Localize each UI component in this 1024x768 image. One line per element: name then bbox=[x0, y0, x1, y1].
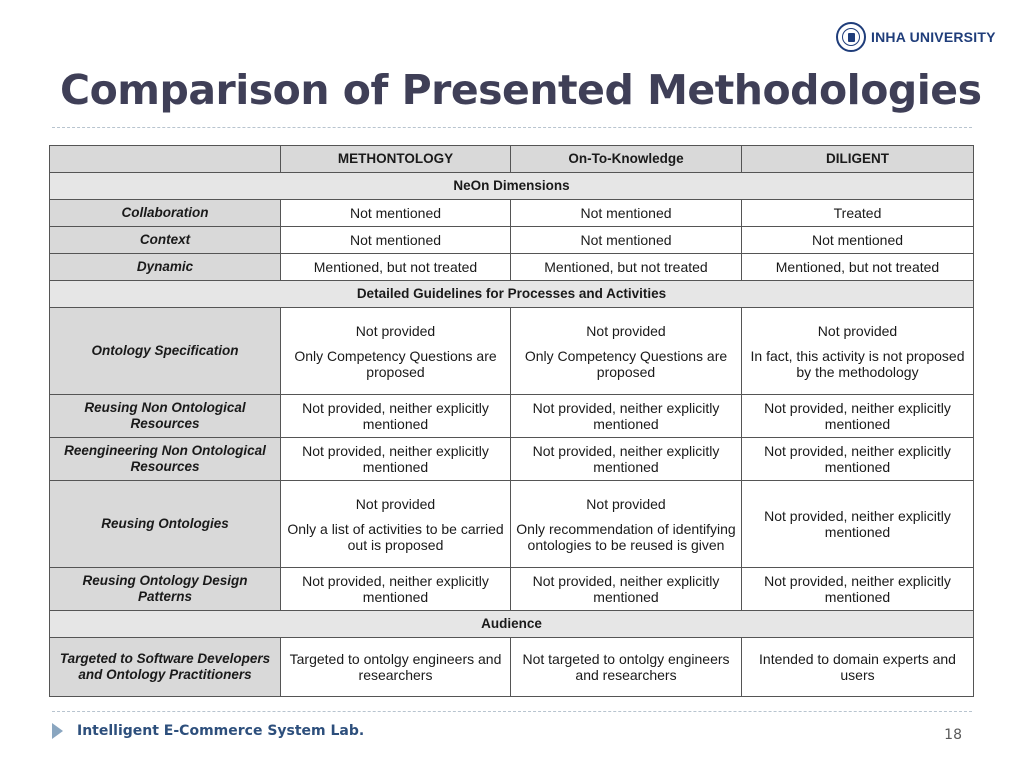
section-label: NeOn Dimensions bbox=[50, 173, 974, 200]
cell-text: Only Competency Questions are proposed bbox=[294, 347, 497, 380]
row-label: Ontology Specification bbox=[50, 308, 281, 395]
table-cell bbox=[281, 568, 511, 611]
section-label: Detailed Guidelines for Processes and Activities bbox=[50, 281, 974, 308]
table-cell bbox=[511, 568, 742, 611]
table-row bbox=[50, 227, 974, 254]
cell-text: Not provided, neither explicitly mentioned bbox=[302, 443, 489, 475]
header-cell-diligent: DILIGENT bbox=[742, 146, 974, 173]
table-row bbox=[50, 481, 974, 568]
cell-text: Not provided, neither explicitly mentioned bbox=[532, 573, 720, 605]
cell-text: In fact, this activity is not proposed by the methodology bbox=[750, 347, 965, 380]
lab-name: Intelligent E-Commerce System Lab. bbox=[77, 723, 365, 739]
page-number: 18 bbox=[944, 727, 962, 743]
table-cell bbox=[511, 638, 742, 697]
slide-title: Comparison of Presented Methodologies bbox=[60, 66, 982, 114]
section-row bbox=[50, 611, 974, 638]
cell-text: Not provided, neither explicitly mentioned bbox=[532, 443, 720, 475]
row-label: Reengineering Non Ontological Resources bbox=[50, 438, 281, 481]
table-cell bbox=[281, 200, 511, 227]
table-row bbox=[50, 568, 974, 611]
table-row bbox=[50, 308, 974, 395]
cell-text: Only Competency Questions are proposed bbox=[524, 347, 728, 380]
triangle-bullet-icon bbox=[52, 723, 63, 739]
table-cell bbox=[281, 638, 511, 697]
row-label: Collaboration bbox=[50, 200, 281, 227]
cell-text: Not mentioned bbox=[580, 205, 672, 221]
table-cell bbox=[281, 308, 511, 395]
table-cell bbox=[511, 200, 742, 227]
table-row bbox=[50, 438, 974, 481]
cell-text: Mentioned, but not treated bbox=[313, 259, 478, 275]
cell-text: Not targeted to ontolgy engineers and researchers bbox=[522, 651, 730, 683]
row-label: Dynamic bbox=[50, 254, 281, 281]
cell-text: Not provided, neither explicitly mentioned bbox=[764, 400, 951, 432]
cell-text: Not provided, neither explicitly mentioned bbox=[532, 400, 720, 432]
table-cell bbox=[511, 308, 742, 395]
cell-text: Not mentioned bbox=[349, 232, 442, 248]
university-seal-icon bbox=[836, 22, 866, 52]
table-cell bbox=[742, 568, 974, 611]
comparison-table bbox=[49, 145, 974, 697]
section-label: Audience bbox=[50, 611, 974, 638]
table-cell bbox=[511, 227, 742, 254]
cell-text: Mentioned, but not treated bbox=[544, 259, 708, 275]
table-cell bbox=[742, 395, 974, 438]
cell-text: Not provided bbox=[817, 322, 898, 339]
table-cell bbox=[281, 227, 511, 254]
cell-text: Treated bbox=[833, 205, 882, 221]
table-cell bbox=[281, 254, 511, 281]
header-cell-on-to-knowledge: On-To-Knowledge bbox=[511, 146, 742, 173]
table-cell bbox=[742, 227, 974, 254]
table-cell bbox=[742, 200, 974, 227]
cell-text: Not mentioned bbox=[811, 232, 904, 248]
cell-text: Not provided, neither explicitly mentioned bbox=[764, 443, 951, 475]
row-label: Reusing Ontologies bbox=[50, 481, 281, 568]
cell-text: Not mentioned bbox=[580, 232, 672, 248]
cell-text: Intended to domain experts and users bbox=[759, 651, 956, 683]
cell-text: Targeted to ontolgy engineers and researchers bbox=[289, 651, 502, 683]
table-row bbox=[50, 638, 974, 697]
table-cell bbox=[511, 254, 742, 281]
cell-text: Only recommendation of identifying ontologies to be reused is given bbox=[516, 520, 736, 553]
cell-text: Not provided, neither explicitly mentioned bbox=[302, 573, 489, 605]
table-cell bbox=[742, 481, 974, 568]
cell-text: Not provided, neither explicitly mentioned bbox=[302, 400, 489, 432]
table-cell bbox=[742, 254, 974, 281]
title-divider bbox=[52, 127, 972, 128]
header-cell-empty bbox=[50, 146, 281, 173]
table-cell bbox=[281, 395, 511, 438]
table-cell bbox=[742, 638, 974, 697]
header-row bbox=[50, 146, 974, 173]
table-row bbox=[50, 254, 974, 281]
row-label: Reusing Ontology Design Patterns bbox=[50, 568, 281, 611]
logo-text: INHA UNIVERSITY bbox=[871, 29, 996, 45]
footer-divider bbox=[52, 711, 972, 712]
cell-text: Mentioned, but not treated bbox=[775, 259, 940, 275]
table-cell bbox=[511, 438, 742, 481]
row-label: Context bbox=[50, 227, 281, 254]
table-cell bbox=[742, 308, 974, 395]
table-cell bbox=[511, 481, 742, 568]
cell-text: Not provided bbox=[355, 322, 436, 339]
table-cell bbox=[281, 481, 511, 568]
table-cell bbox=[742, 438, 974, 481]
cell-text: Not provided bbox=[355, 495, 436, 512]
header-cell-methontology: METHONTOLOGY bbox=[281, 146, 511, 173]
cell-text: Not provided, neither explicitly mentioned bbox=[764, 573, 951, 605]
section-row bbox=[50, 281, 974, 308]
cell-text: Not provided bbox=[586, 495, 666, 512]
row-label: Reusing Non Ontological Resources bbox=[50, 395, 281, 438]
table-row bbox=[50, 200, 974, 227]
section-row bbox=[50, 173, 974, 200]
cell-text: Only a list of activities to be carried out is proposed bbox=[287, 520, 504, 553]
cell-text: Not mentioned bbox=[349, 205, 442, 221]
table-cell bbox=[281, 438, 511, 481]
row-label: Targeted to Software Developers and Ontology Practitioners bbox=[50, 638, 281, 697]
table-cell bbox=[511, 395, 742, 438]
university-logo bbox=[836, 20, 1000, 54]
cell-text: Not provided, neither explicitly mentioned bbox=[764, 508, 951, 540]
table-row bbox=[50, 395, 974, 438]
cell-text: Not provided bbox=[586, 322, 666, 339]
